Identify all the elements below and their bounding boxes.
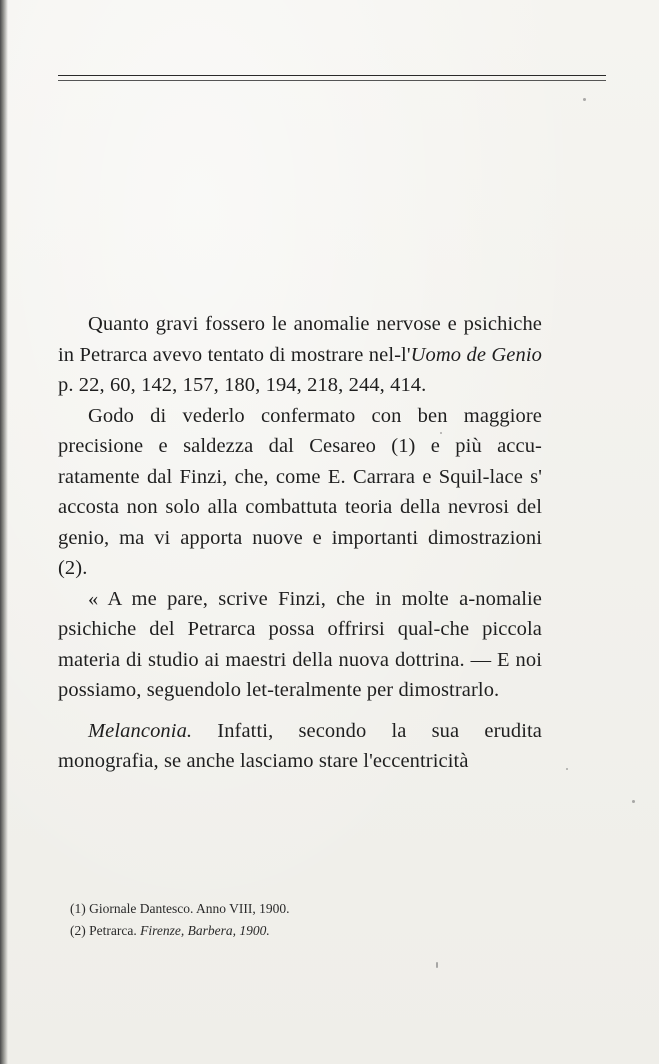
header-rule bbox=[58, 75, 606, 76]
paragraph-2: Godo di vederlo confermato con ben maggiore precisione e saldezza dal Cesareo (1) e più accu-ratamente dal Finzi, che, come E. Carrara e Squil-lace s' accosta non solo alla combattuta teoria della nevrosi del genio, ma vi apporta nuove e importanti dimostrazioni (2). bbox=[58, 404, 542, 579]
header-rule-secondary bbox=[58, 80, 606, 81]
paragraph-3: « A me pare, scrive Finzi, che in molte a-nomalie psichiche del Petrarca possa offrirsi qual-che piccola materia di studio ai maestri della nuova dottrina. — E noi possiamo, seguendolo let-teralmente per dimostrarlo. bbox=[58, 587, 542, 701]
footnotes bbox=[70, 898, 540, 942]
paragraph-4-text: Infatti, secondo la sua erudita monografia, se anche lasciamo stare l'eccentricità bbox=[58, 719, 542, 772]
footnote-2-publisher: Firenze, Barbera, 1900. bbox=[140, 923, 270, 938]
paper-speck bbox=[436, 962, 438, 968]
page-binding-edge bbox=[0, 0, 8, 1064]
paragraph-1 bbox=[58, 309, 542, 401]
section-heading-melanconia: Melanconia. bbox=[88, 719, 193, 742]
paper-speck bbox=[632, 800, 635, 803]
footnote-2 bbox=[70, 920, 540, 942]
footnote-2-lead: (2) Petrarca. bbox=[70, 923, 141, 938]
paragraph-4 bbox=[58, 716, 542, 777]
paper-speck bbox=[583, 98, 586, 101]
paragraph-1-book-title: Uomo de Genio bbox=[410, 343, 542, 366]
paragraph-1-pages: p. 22, 60, 142, 157, 180, 194, 218, 244, 414. bbox=[58, 374, 427, 396]
paper-speck bbox=[566, 768, 568, 770]
footnote-1: (1) Giornale Dantesco. Anno VIII, 1900. bbox=[70, 901, 290, 916]
body-text bbox=[58, 309, 542, 777]
paper-speck bbox=[440, 432, 442, 434]
paragraph-1-lead: Quanto gravi fossero le anomalie nervose e psichiche in Petrarca avevo tentato di mostrare nel-l' bbox=[58, 313, 542, 366]
